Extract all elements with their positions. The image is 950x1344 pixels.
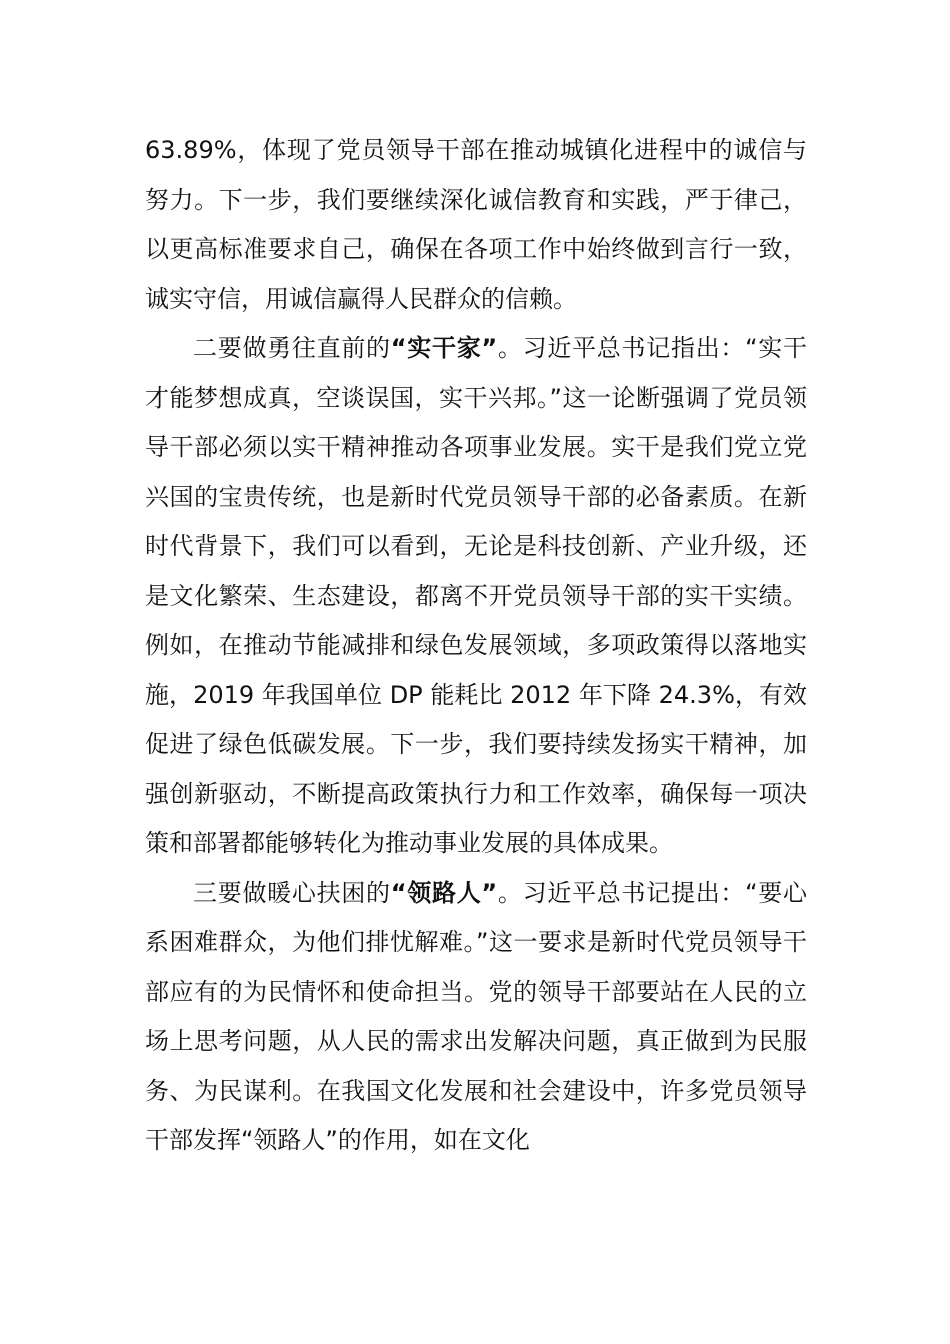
paragraph-2 xyxy=(145,324,807,869)
paragraph-3-keyword: “领路人” xyxy=(390,878,498,907)
paragraph-3-lead: 三要做暖心扶困的 xyxy=(193,878,391,907)
paragraph-3 xyxy=(145,869,807,1166)
paragraph-2-lead: 二要做勇往直前的 xyxy=(193,334,391,362)
paragraph-1-text: 63.89%，体现了党员领导干部在推动城镇化进程中的诚信与努力。下一步，我们要继续深化诚信教育和实践，严于律己，以更高标准要求自己，确保在各项工作中始终做到言行一致，诚实守信，用诚信赢得人民群众的信赖。 xyxy=(145,136,807,313)
paragraph-1 xyxy=(145,126,807,324)
paragraph-3-body: 。习近平总书记提出：“要心系困难群众，为他们排忧解难。”这一要求是新时代党员领导干部应有的为民情怀和使命担当。党的领导干部要站在人民的立场上思考问题，从人民的需求出发解决问题，真正做到为民服务、为民谋利。在我国文化发展和社会建设中，许多党员领导干部发挥“领路人”的作用，如在文化 xyxy=(145,878,808,1154)
document-page xyxy=(145,126,807,1166)
paragraph-2-body: 。习近平总书记指出：“实干才能梦想成真，空谈误国，实干兴邦。”这一论断强调了党员领导干部必须以实干精神推动各项事业发展。实干是我们党立党兴国的宝贵传统，也是新时代党员领导干部的必备素质。在新时代背景下，我们可以看到，无论是科技创新、产业升级，还是文化繁荣、生态建设，都离不开党员领导干部的实干实绩。例如，在推动节能减排和绿色发展领域，多项政策得以落地实施，2019 年我国单位 DP 能耗比 2012 年下降 24.3%，有效促进了绿色低碳发展。下一步，我们要持续发扬实干精神，加强创新驱动，不断提高政策执行力和工作效率，确保每一项决策和部署都能够转化为推动事业发展的具体成果。 xyxy=(145,334,808,857)
paragraph-2-keyword: “实干家” xyxy=(390,334,498,362)
